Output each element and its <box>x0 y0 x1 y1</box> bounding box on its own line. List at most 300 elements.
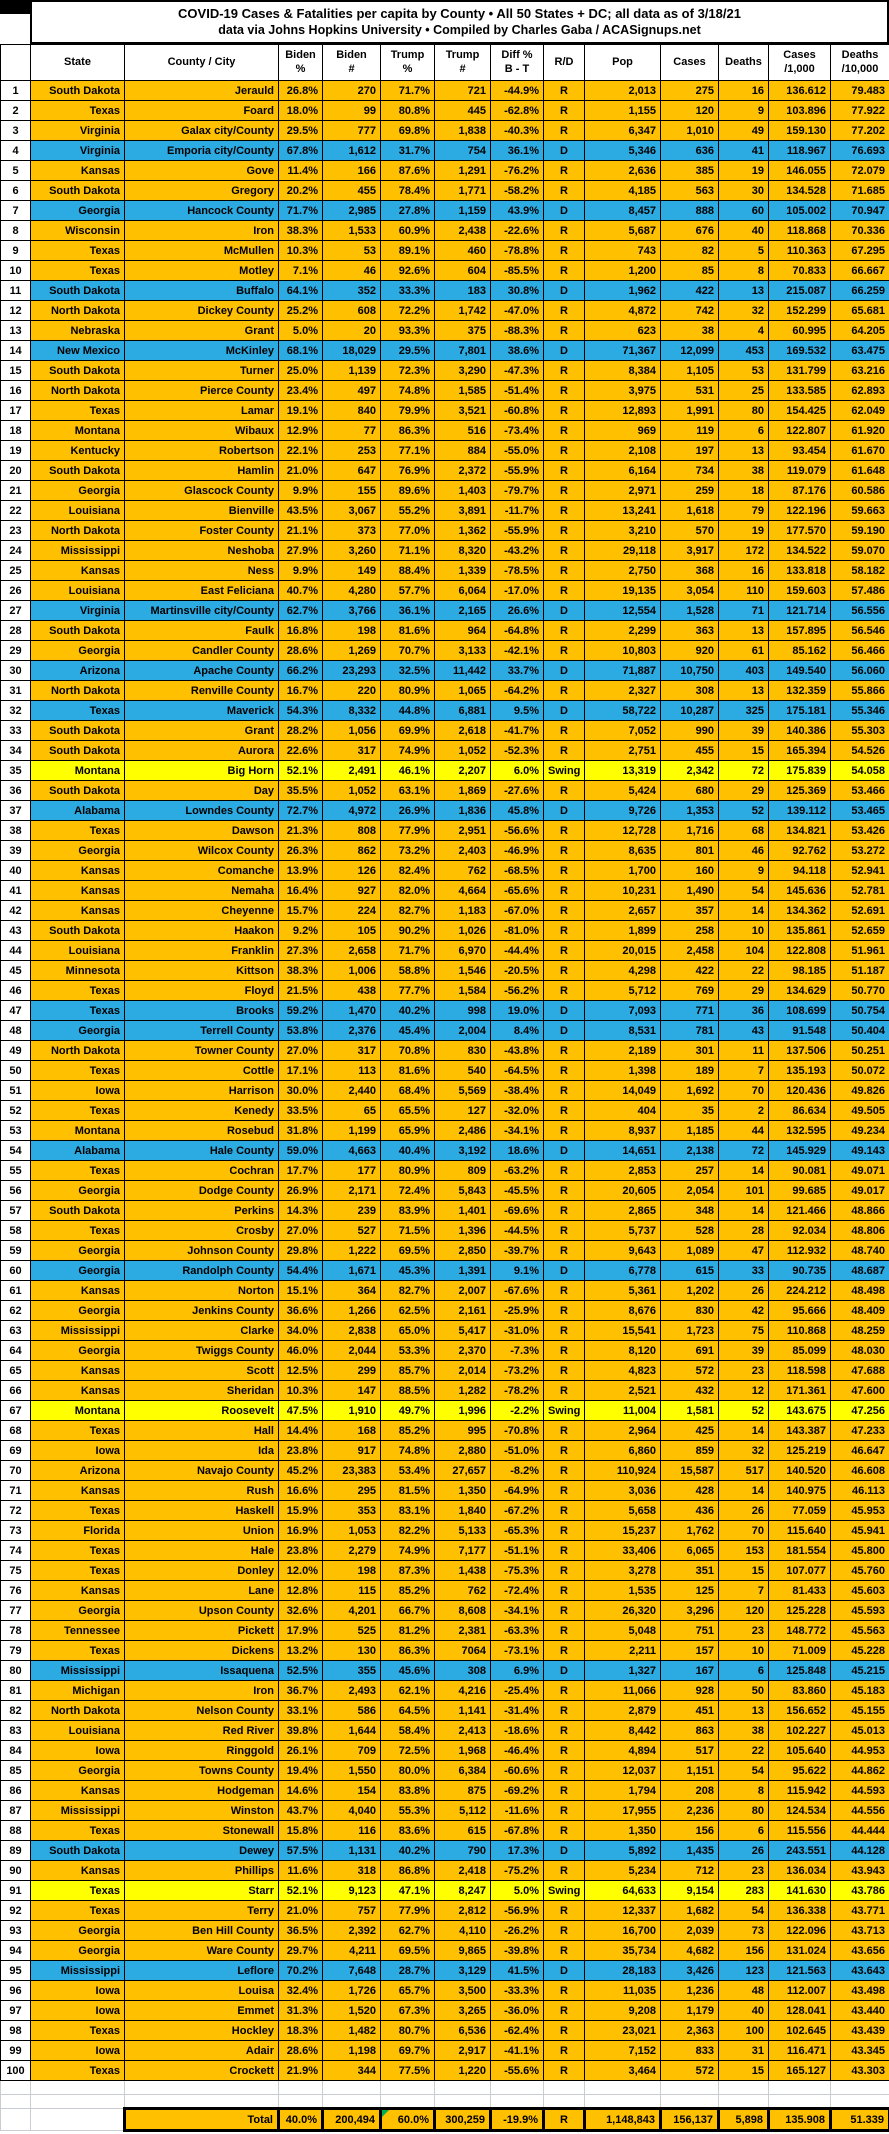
deaths-cell: 517 <box>719 1461 769 1481</box>
column-header-trump-count-cell <box>435 45 491 81</box>
cases-per-1000-cell: 90.735 <box>769 1261 831 1281</box>
deaths-cell: 14 <box>719 1201 769 1221</box>
empty-cell <box>279 2095 323 2109</box>
pop-cell: 11,035 <box>585 1981 661 2001</box>
trump-count-cell: 2,370 <box>435 1341 491 1361</box>
title-box <box>30 0 889 44</box>
state-cell: Georgia <box>31 641 125 661</box>
deaths-cell: 23 <box>719 1361 769 1381</box>
county-cell: Adair <box>125 2041 279 2061</box>
trump-pct-cell: 68.4% <box>381 1081 435 1101</box>
county-cell: Foster County <box>125 521 279 541</box>
trump-count-cell: 884 <box>435 441 491 461</box>
row-rank: 36 <box>1 781 31 801</box>
trump-pct-cell: 71.5% <box>381 1221 435 1241</box>
party-cell: R <box>544 981 585 1001</box>
empty-cell <box>544 2095 585 2109</box>
biden-pct-cell: 26.9% <box>279 1181 323 1201</box>
biden-count-cell: 353 <box>323 1501 381 1521</box>
table-row <box>1 441 889 461</box>
deaths-cell: 28 <box>719 1221 769 1241</box>
party-cell: R <box>544 1181 585 1201</box>
diff-cell: -44.9% <box>491 81 544 101</box>
row-rank: 100 <box>1 2061 31 2081</box>
pop-cell: 8,635 <box>585 841 661 861</box>
pop-cell: 15,237 <box>585 1521 661 1541</box>
trump-count-cell: 964 <box>435 621 491 641</box>
diff-cell: 9.5% <box>491 701 544 721</box>
pop-cell: 3,278 <box>585 1561 661 1581</box>
header-label: Deaths <box>841 48 879 61</box>
state-cell: Georgia <box>31 201 125 221</box>
deaths-per-10000-cell: 77.202 <box>831 121 889 141</box>
county-cell: Pierce County <box>125 381 279 401</box>
deaths-cell: 15 <box>719 1561 769 1581</box>
biden-pct-cell: 18.0% <box>279 101 323 121</box>
trump-count-cell: 2,381 <box>435 1621 491 1641</box>
trump-count-cell: 995 <box>435 1421 491 1441</box>
row-rank: 95 <box>1 1961 31 1981</box>
cases-per-1000-cell: 156.652 <box>769 1701 831 1721</box>
biden-pct-cell: 45.2% <box>279 1461 323 1481</box>
row-rank: 20 <box>1 461 31 481</box>
pop-cell: 2,189 <box>585 1041 661 1061</box>
deaths-per-10000-cell: 65.681 <box>831 301 889 321</box>
trump-count-cell: 5,843 <box>435 1181 491 1201</box>
table-header <box>1 45 889 81</box>
diff-cell: -40.3% <box>491 121 544 141</box>
deaths-cell: 16 <box>719 561 769 581</box>
trump-count-cell: 1,362 <box>435 521 491 541</box>
pop-cell: 2,751 <box>585 741 661 761</box>
county-cell: Wibaux <box>125 421 279 441</box>
cases-cell: 742 <box>661 301 719 321</box>
county-cell: Iron <box>125 1681 279 1701</box>
cases-per-1000-cell: 132.595 <box>769 1121 831 1141</box>
deaths-per-10000-cell: 45.953 <box>831 1501 889 1521</box>
trump-pct-cell: 55.3% <box>381 1801 435 1821</box>
state-cell: Kansas <box>31 1381 125 1401</box>
diff-cell: -39.8% <box>491 1941 544 1961</box>
cases-cell: 3,426 <box>661 1961 719 1981</box>
biden-pct-cell: 32.6% <box>279 1601 323 1621</box>
deaths-per-10000-cell: 48.030 <box>831 1341 889 1361</box>
cases-per-1000-cell: 95.622 <box>769 1761 831 1781</box>
biden-count-cell: 4,040 <box>323 1801 381 1821</box>
state-cell: Montana <box>31 421 125 441</box>
title-band <box>0 0 889 44</box>
biden-count-cell: 317 <box>323 741 381 761</box>
diff-cell: -65.6% <box>491 881 544 901</box>
trump-pct-cell: 72.5% <box>381 1741 435 1761</box>
state-cell: Texas <box>31 101 125 121</box>
diff-cell: -56.9% <box>491 1901 544 1921</box>
cases-per-1000-cell: 165.394 <box>769 741 831 761</box>
county-cell: Floyd <box>125 981 279 1001</box>
row-rank: 42 <box>1 901 31 921</box>
deaths-cell: 4 <box>719 321 769 341</box>
trump-pct-cell: 86.3% <box>381 1641 435 1661</box>
deaths-cell: 72 <box>719 1141 769 1161</box>
cases-cell: 422 <box>661 961 719 981</box>
pop-cell: 3,975 <box>585 381 661 401</box>
cases-cell: 1,435 <box>661 1841 719 1861</box>
diff-cell: -38.4% <box>491 1081 544 1101</box>
diff-cell: -63.3% <box>491 1621 544 1641</box>
deaths-cell: 453 <box>719 341 769 361</box>
trump-pct-cell: 33.3% <box>381 281 435 301</box>
biden-count-cell: 8,332 <box>323 701 381 721</box>
biden-count-cell: 709 <box>323 1741 381 1761</box>
pop-cell: 5,712 <box>585 981 661 1001</box>
diff-cell: 19.0% <box>491 1001 544 1021</box>
cases-per-1000-cell: 146.055 <box>769 161 831 181</box>
cases-per-1000-cell: 133.585 <box>769 381 831 401</box>
row-rank: 80 <box>1 1661 31 1681</box>
table-row <box>1 1741 889 1761</box>
trump-pct-cell: 74.9% <box>381 741 435 761</box>
biden-pct-cell: 23.8% <box>279 1541 323 1561</box>
trump-pct-cell: 77.7% <box>381 981 435 1001</box>
row-rank: 24 <box>1 541 31 561</box>
table-row <box>1 1721 889 1741</box>
row-rank: 34 <box>1 741 31 761</box>
cases-per-1000-cell: 99.685 <box>769 1181 831 1201</box>
cases-per-1000-cell: 98.185 <box>769 961 831 981</box>
county-cell: Galax city/County <box>125 121 279 141</box>
diff-cell: 6.9% <box>491 1661 544 1681</box>
empty-cell <box>719 2081 769 2095</box>
biden-pct-cell: 14.4% <box>279 1421 323 1441</box>
deaths-per-10000-cell: 43.439 <box>831 2021 889 2041</box>
row-rank: 94 <box>1 1941 31 1961</box>
deaths-cell: 44 <box>719 1121 769 1141</box>
state-cell: Virginia <box>31 121 125 141</box>
county-cell: Kenedy <box>125 1101 279 1121</box>
pop-cell: 4,872 <box>585 301 661 321</box>
party-cell: R <box>544 221 585 241</box>
row-rank: 81 <box>1 1681 31 1701</box>
pop-cell: 5,361 <box>585 1281 661 1301</box>
cases-per-1000-cell: 125.219 <box>769 1441 831 1461</box>
pop-cell: 28,183 <box>585 1961 661 1981</box>
trump-count-cell: 1,968 <box>435 1741 491 1761</box>
trump-pct-cell: 60.9% <box>381 221 435 241</box>
biden-pct-cell: 10.3% <box>279 241 323 261</box>
header-label: % <box>402 62 413 75</box>
biden-count-cell: 927 <box>323 881 381 901</box>
deaths-per-10000-cell: 70.336 <box>831 221 889 241</box>
pop-cell: 12,337 <box>585 1901 661 1921</box>
county-cell: Towns County <box>125 1761 279 1781</box>
table-row <box>1 861 889 881</box>
row-rank: 51 <box>1 1081 31 1101</box>
deaths-per-10000-cell: 52.691 <box>831 901 889 921</box>
trump-pct-cell: 80.9% <box>381 681 435 701</box>
trump-count-cell: 8,320 <box>435 541 491 561</box>
cases-cell: 12,099 <box>661 341 719 361</box>
biden-count-cell: 113 <box>323 1061 381 1081</box>
diff-cell: -63.2% <box>491 1161 544 1181</box>
table-row <box>1 1601 889 1621</box>
diff-cell: -18.6% <box>491 1721 544 1741</box>
row-rank: 10 <box>1 261 31 281</box>
biden-count-cell: 198 <box>323 1561 381 1581</box>
row-rank: 68 <box>1 1421 31 1441</box>
trump-pct-cell: 72.4% <box>381 1181 435 1201</box>
biden-pct-cell: 22.6% <box>279 741 323 761</box>
pop-cell: 14,049 <box>585 1081 661 1101</box>
cases-per-1000-cell: 108.699 <box>769 1001 831 1021</box>
table-row <box>1 1401 889 1421</box>
biden-pct-cell: 15.7% <box>279 901 323 921</box>
pop-cell: 8,531 <box>585 1021 661 1041</box>
diff-cell: -64.2% <box>491 681 544 701</box>
column-header-state-cell <box>31 45 125 81</box>
table-row <box>1 1421 889 1441</box>
deaths-cell: 13 <box>719 621 769 641</box>
diff-cell: -67.2% <box>491 1501 544 1521</box>
table-row <box>1 381 889 401</box>
deaths-cell: 36 <box>719 1001 769 1021</box>
deaths-per-10000-cell: 47.256 <box>831 1401 889 1421</box>
state-cell: Montana <box>31 761 125 781</box>
state-cell: Georgia <box>31 1921 125 1941</box>
row-rank: 39 <box>1 841 31 861</box>
diff-cell: -47.0% <box>491 301 544 321</box>
trump-pct-cell: 83.8% <box>381 1781 435 1801</box>
cases-cell: 830 <box>661 1301 719 1321</box>
biden-pct-cell: 16.4% <box>279 881 323 901</box>
cases-per-1000-cell: 60.995 <box>769 321 831 341</box>
party-cell: R <box>544 181 585 201</box>
biden-count-cell: 1,550 <box>323 1761 381 1781</box>
deaths-cell: 39 <box>719 1341 769 1361</box>
state-cell: Texas <box>31 2061 125 2081</box>
party-cell: D <box>544 1021 585 1041</box>
table-row <box>1 2041 889 2061</box>
trump-pct-cell: 28.7% <box>381 1961 435 1981</box>
biden-count-cell: 4,663 <box>323 1141 381 1161</box>
party-cell: R <box>544 1341 585 1361</box>
cases-per-1000-cell: 215.087 <box>769 281 831 301</box>
row-rank: 21 <box>1 481 31 501</box>
table-row <box>1 101 889 121</box>
party-cell: D <box>544 281 585 301</box>
diff-cell: -67.6% <box>491 1281 544 1301</box>
cases-cell: 1,151 <box>661 1761 719 1781</box>
county-cell: Day <box>125 781 279 801</box>
deaths-per-10000-cell: 43.345 <box>831 2041 889 2061</box>
trump-pct-cell: 77.0% <box>381 521 435 541</box>
party-cell: R <box>544 821 585 841</box>
trump-pct-cell: 45.6% <box>381 1661 435 1681</box>
cases-per-1000-cell: 136.338 <box>769 1901 831 1921</box>
biden-pct-cell: 16.9% <box>279 1521 323 1541</box>
cases-per-1000-cell: 95.666 <box>769 1301 831 1321</box>
biden-count-cell: 2,440 <box>323 1081 381 1101</box>
diff-cell: -73.4% <box>491 421 544 441</box>
trump-pct-cell: 53.4% <box>381 1461 435 1481</box>
biden-pct-cell: 17.1% <box>279 1061 323 1081</box>
deaths-cell: 13 <box>719 441 769 461</box>
deaths-per-10000-cell: 67.295 <box>831 241 889 261</box>
state-cell: Alabama <box>31 1141 125 1161</box>
party-cell: R <box>544 1281 585 1301</box>
biden-count-cell: 777 <box>323 121 381 141</box>
deaths-per-10000-cell: 62.049 <box>831 401 889 421</box>
column-header-trump-pct-cell <box>381 45 435 81</box>
trump-pct-cell: 53.3% <box>381 1341 435 1361</box>
pop-cell: 8,676 <box>585 1301 661 1321</box>
party-cell: R <box>544 1641 585 1661</box>
deaths-per-10000-cell: 63.475 <box>831 341 889 361</box>
cases-cell: 167 <box>661 1661 719 1681</box>
trump-count-cell: 2,004 <box>435 1021 491 1041</box>
cases-per-1000-cell: 140.386 <box>769 721 831 741</box>
deaths-cell: 52 <box>719 801 769 821</box>
party-cell: R <box>544 1741 585 1761</box>
county-cell: Twiggs County <box>125 1341 279 1361</box>
pop-cell: 23,021 <box>585 2021 661 2041</box>
county-cell: Lane <box>125 1581 279 1601</box>
row-rank: 8 <box>1 221 31 241</box>
county-cell: Motley <box>125 261 279 281</box>
county-covid-table <box>0 44 889 2132</box>
party-cell: R <box>544 721 585 741</box>
biden-count-cell: 77 <box>323 421 381 441</box>
biden-count-cell: 2,171 <box>323 1181 381 1201</box>
cases-cell: 275 <box>661 81 719 101</box>
deaths-per-10000-cell: 57.486 <box>831 581 889 601</box>
biden-count-cell: 220 <box>323 681 381 701</box>
county-cell: Cheyenne <box>125 901 279 921</box>
biden-count-cell: 2,376 <box>323 1021 381 1041</box>
trump-pct-cell: 71.7% <box>381 81 435 101</box>
cases-cell: 563 <box>661 181 719 201</box>
column-header-county-cell <box>125 45 279 81</box>
county-cell: Harrison <box>125 1081 279 1101</box>
biden-pct-cell: 19.4% <box>279 1761 323 1781</box>
trump-pct-cell: 45.4% <box>381 1021 435 1041</box>
trump-count-cell: 6,064 <box>435 581 491 601</box>
party-cell: R <box>544 1361 585 1381</box>
cases-cell: 258 <box>661 921 719 941</box>
cases-per-1000-cell: 154.425 <box>769 401 831 421</box>
table-row <box>1 1441 889 1461</box>
deaths-per-10000-cell: 50.770 <box>831 981 889 1001</box>
party-cell: R <box>544 1201 585 1221</box>
party-cell: D <box>544 601 585 621</box>
cases-per-1000-cell: 131.024 <box>769 1941 831 1961</box>
deaths-cell: 6 <box>719 421 769 441</box>
deaths-cell: 18 <box>719 481 769 501</box>
diff-cell: -62.8% <box>491 101 544 121</box>
trump-pct-cell: 82.7% <box>381 1281 435 1301</box>
diff-cell: 43.9% <box>491 201 544 221</box>
county-cell: Lamar <box>125 401 279 421</box>
total-label: Total <box>125 2109 279 2131</box>
biden-count-cell: 23,293 <box>323 661 381 681</box>
party-cell: R <box>544 581 585 601</box>
biden-count-cell: 1,052 <box>323 781 381 801</box>
row-rank: 73 <box>1 1521 31 1541</box>
state-cell: Texas <box>31 1101 125 1121</box>
table-row <box>1 941 889 961</box>
state-cell: Mississippi <box>31 541 125 561</box>
deaths-per-10000-cell: 58.182 <box>831 561 889 581</box>
trump-count-cell: 1,282 <box>435 1381 491 1401</box>
trump-count-cell: 754 <box>435 141 491 161</box>
deaths-cell: 19 <box>719 161 769 181</box>
deaths-cell: 49 <box>719 121 769 141</box>
pop-cell: 5,737 <box>585 1221 661 1241</box>
deaths-per-10000-cell: 45.183 <box>831 1681 889 1701</box>
diff-cell: -78.2% <box>491 1381 544 1401</box>
deaths-per-10000-cell: 48.409 <box>831 1301 889 1321</box>
biden-pct-cell: 13.2% <box>279 1641 323 1661</box>
biden-pct-cell: 35.5% <box>279 781 323 801</box>
deaths-per-10000-cell: 46.608 <box>831 1461 889 1481</box>
party-cell: R <box>544 2041 585 2061</box>
table-row <box>1 481 889 501</box>
pop-cell: 2,299 <box>585 621 661 641</box>
pop-cell: 12,893 <box>585 401 661 421</box>
pop-cell: 8,457 <box>585 201 661 221</box>
biden-count-cell: 3,260 <box>323 541 381 561</box>
table-row <box>1 341 889 361</box>
diff-cell: -58.2% <box>491 181 544 201</box>
party-cell: R <box>544 441 585 461</box>
biden-count-cell: 1,482 <box>323 2021 381 2041</box>
trump-pct-cell: 63.1% <box>381 781 435 801</box>
state-cell: Nebraska <box>31 321 125 341</box>
cases-per-1000-cell: 110.363 <box>769 241 831 261</box>
column-header-row-rank <box>1 45 31 81</box>
county-cell: Emporia city/County <box>125 141 279 161</box>
row-rank: 49 <box>1 1041 31 1061</box>
row-rank: 72 <box>1 1501 31 1521</box>
state-cell: North Dakota <box>31 681 125 701</box>
row-rank: 15 <box>1 361 31 381</box>
pop-cell: 1,700 <box>585 861 661 881</box>
cases-cell: 9,154 <box>661 1881 719 1901</box>
pop-cell: 13,319 <box>585 761 661 781</box>
state-cell: South Dakota <box>31 621 125 641</box>
biden-pct-cell: 21.5% <box>279 981 323 1001</box>
row-rank: 17 <box>1 401 31 421</box>
biden-pct-cell: 38.3% <box>279 221 323 241</box>
biden-count-cell: 46 <box>323 261 381 281</box>
trump-count-cell: 875 <box>435 1781 491 1801</box>
cases-cell: 3,296 <box>661 1601 719 1621</box>
state-cell: Iowa <box>31 1081 125 1101</box>
deaths-cell: 10 <box>719 1641 769 1661</box>
biden-pct-cell: 64.1% <box>279 281 323 301</box>
empty-cell <box>1 2081 31 2095</box>
column-header-party-cell <box>544 45 585 81</box>
cases-cell: 2,039 <box>661 1921 719 1941</box>
deaths-per-10000-cell: 45.760 <box>831 1561 889 1581</box>
trump-pct-cell: 81.2% <box>381 1621 435 1641</box>
row-rank: 92 <box>1 1901 31 1921</box>
trump-count-cell: 3,192 <box>435 1141 491 1161</box>
county-cell: Comanche <box>125 861 279 881</box>
diff-cell: 36.1% <box>491 141 544 161</box>
pop-cell: 5,346 <box>585 141 661 161</box>
state-cell: South Dakota <box>31 921 125 941</box>
cases-per-1000-cell: 135.193 <box>769 1061 831 1081</box>
